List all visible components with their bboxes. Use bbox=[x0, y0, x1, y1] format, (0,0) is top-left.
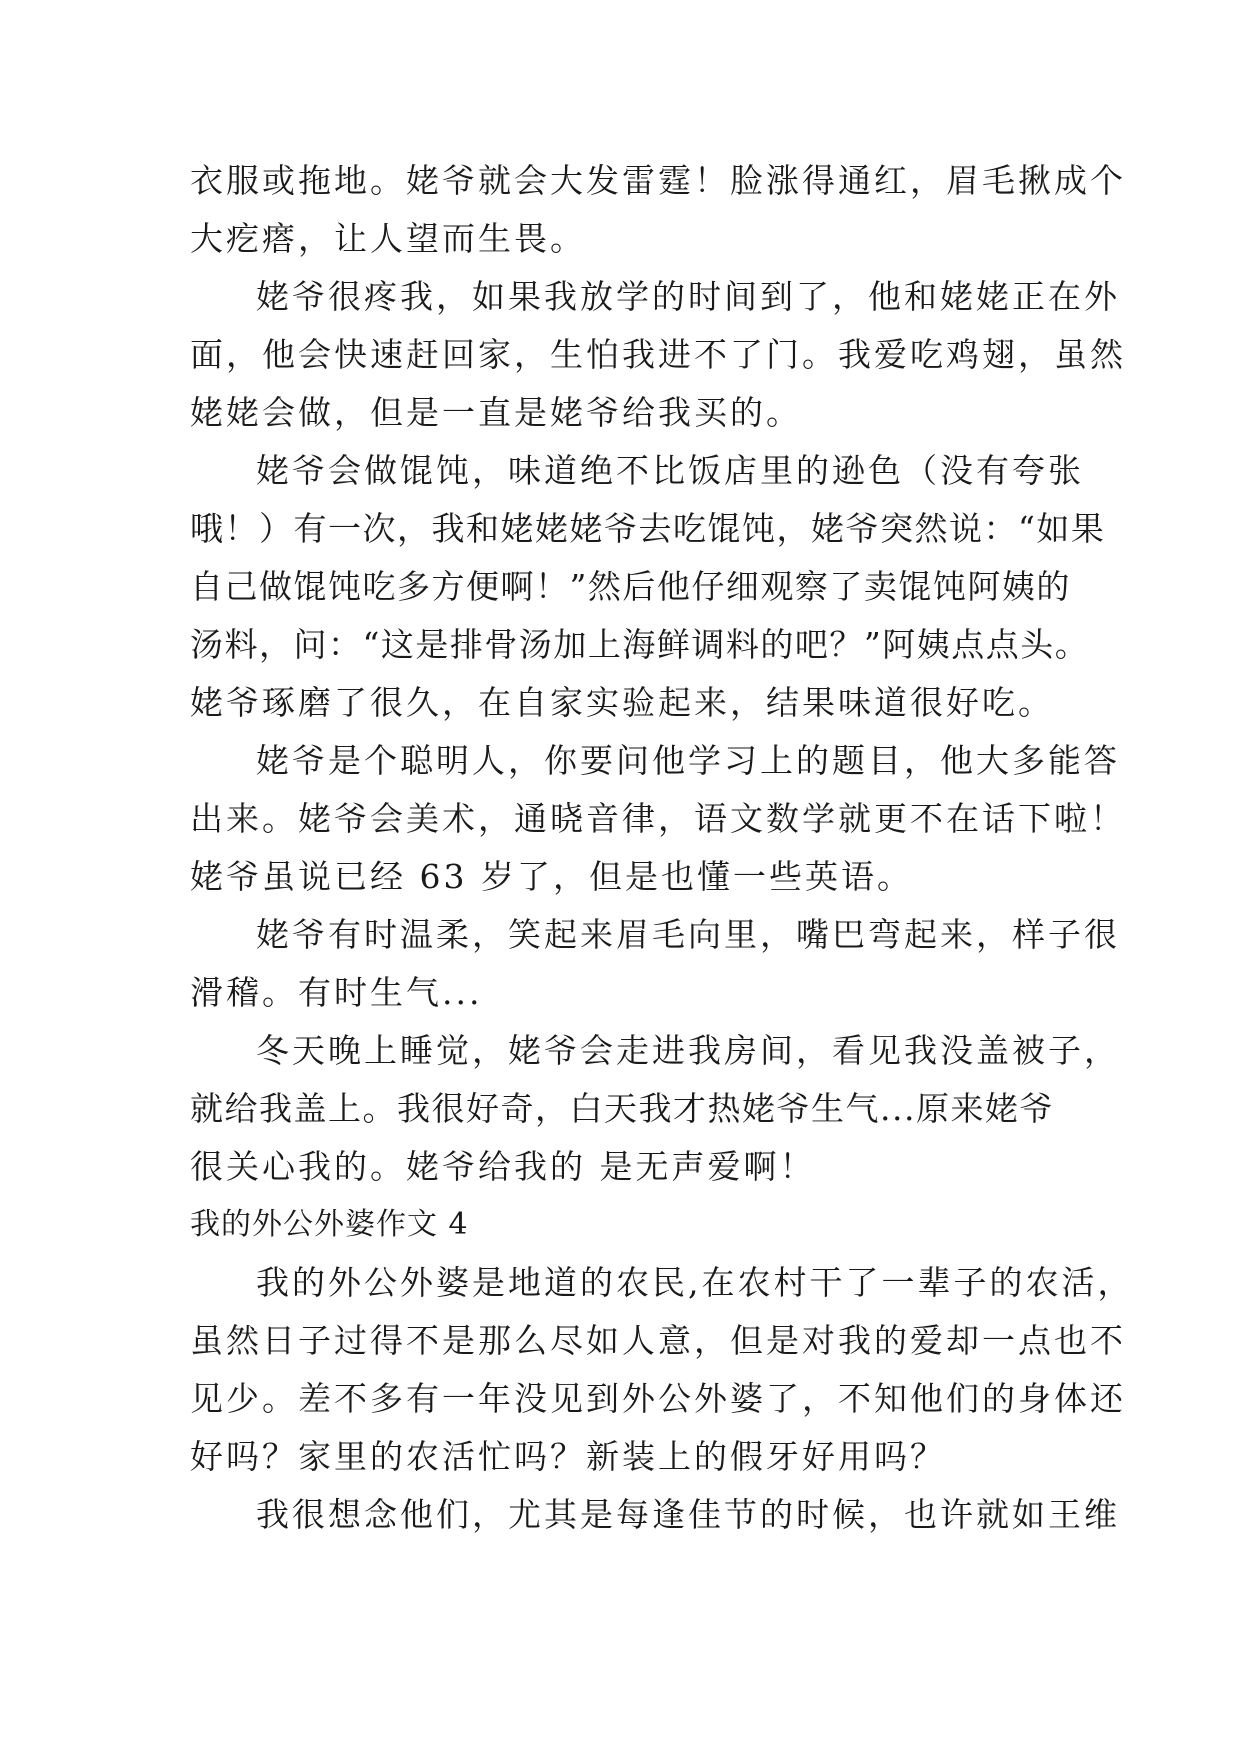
text-line: 自己做馄饨吃多方便啊！”然后他仔细观察了卖馄饨阿姨的 bbox=[190, 567, 1071, 606]
paragraph-first-line: 姥爷是个聪明人，你要问他学习上的题目，他大多能答 bbox=[256, 741, 1120, 780]
text-line: 见少。差不多有一年没见到外公外婆了，不知他们的身体还 bbox=[190, 1379, 1126, 1418]
text-line: 很关心我的。姥爷给我的 是无声爱啊！ bbox=[190, 1147, 816, 1186]
text-line: 姥姥会做，但是一直是姥爷给我买的。 bbox=[190, 393, 802, 432]
text-line: 哦！）有一次，我和姥姥姥爷去吃馄饨，姥爷突然说：“如果 bbox=[190, 509, 1106, 548]
text-line: 滑稽。有时生气... bbox=[190, 973, 483, 1012]
text-line: 好吗？家里的农活忙吗？新装上的假牙好用吗？ bbox=[190, 1437, 946, 1476]
paragraph-first-line: 我很想念他们，尤其是每逢佳节的时候，也许就如王维 bbox=[256, 1495, 1120, 1534]
document-page bbox=[190, 152, 1134, 1544]
paragraph-first-line: 姥爷会做馄饨，味道绝不比饭店里的逊色（没有夸张 bbox=[256, 451, 1084, 490]
paragraph-first-line: 冬天晚上睡觉，姥爷会走进我房间，看见我没盖被子， bbox=[256, 1031, 1120, 1070]
paragraph-first-line: 姥爷很疼我，如果我放学的时间到了，他和姥姥正在外 bbox=[256, 277, 1120, 316]
text-line: 就给我盖上。我很好奇，白天我才热姥爷生气...原来姥爷 bbox=[190, 1089, 1054, 1128]
text-line: 面，他会快速赶回家，生怕我进不了门。我爱吃鸡翅，虽然 bbox=[190, 335, 1126, 374]
text-line: 汤料，问：“这是排骨汤加上海鲜调料的吧？”阿姨点点头。 bbox=[190, 625, 1090, 664]
paragraph-first-line: 我的外公外婆是地道的农民,在农村干了一辈子的农活， bbox=[256, 1263, 1134, 1302]
text-line: 出来。姥爷会美术，通晓音律，语文数学就更不在话下啦！ bbox=[190, 799, 1126, 838]
section-heading: 我的外公外婆作文 4 bbox=[190, 1207, 469, 1242]
text-line: 虽然日子过得不是那么尽如人意，但是对我的爱却一点也不 bbox=[190, 1321, 1126, 1360]
text-line: 姥爷琢磨了很久，在自家实验起来，结果味道很好吃。 bbox=[190, 683, 1054, 722]
text-line: 大疙瘩，让人望而生畏。 bbox=[190, 219, 586, 258]
text-line: 姥爷虽说已经 63 岁了，但是也懂一些英语。 bbox=[190, 857, 913, 896]
paragraph-first-line: 姥爷有时温柔，笑起来眉毛向里，嘴巴弯起来，样子很 bbox=[256, 915, 1120, 954]
text-line: 衣服或拖地。姥爷就会大发雷霆！脸涨得通红，眉毛揪成个 bbox=[190, 161, 1126, 200]
